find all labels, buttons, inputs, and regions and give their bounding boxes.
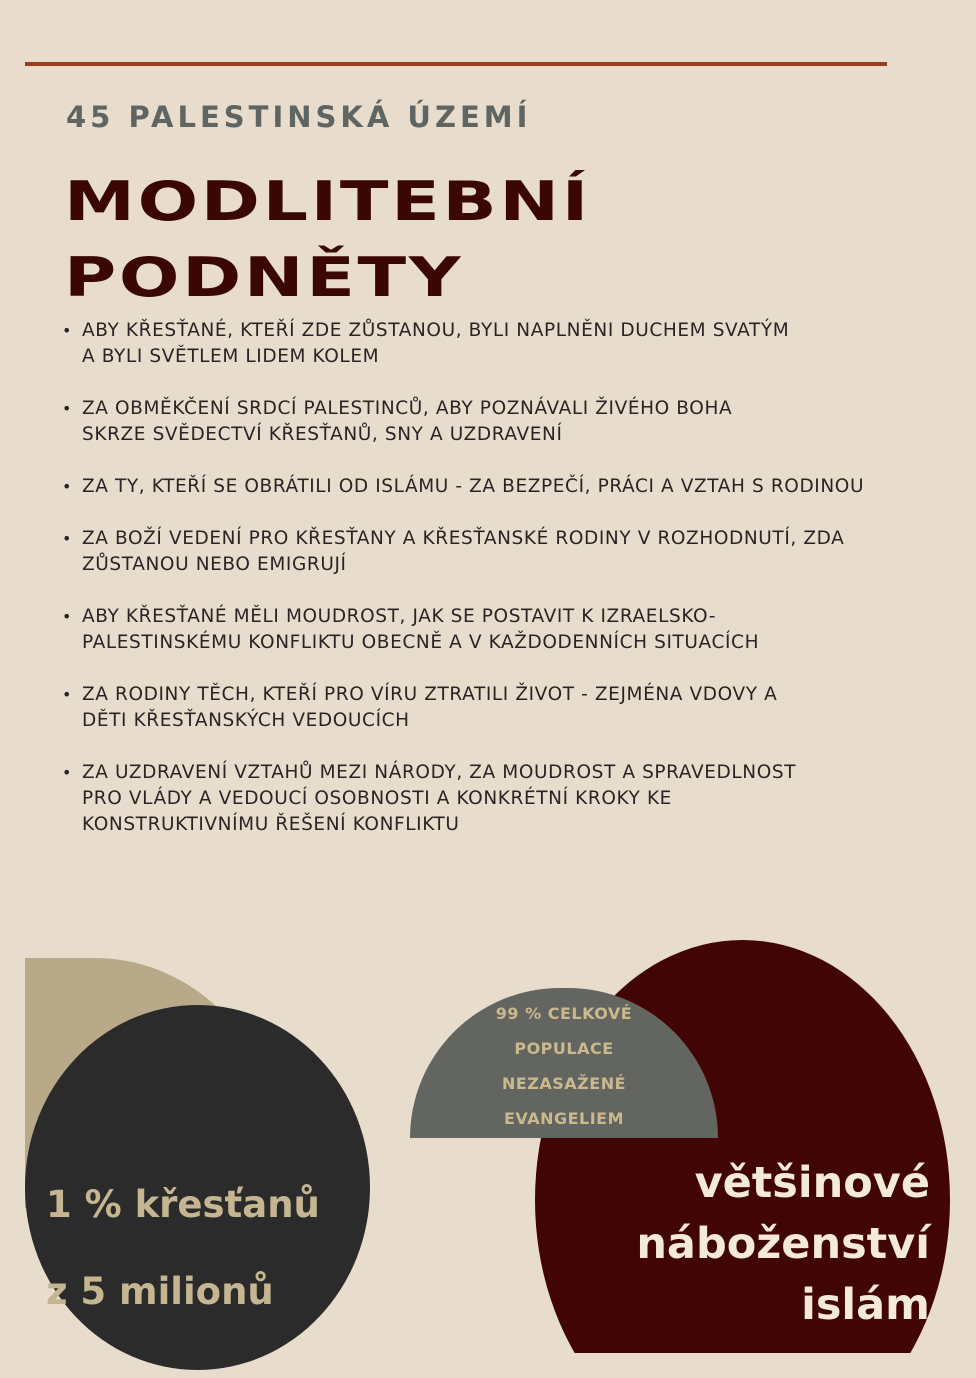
prayer-item: • ZA BOŽÍ VEDENÍ PRO KŘESŤANY A KŘESŤANSKÉ RODINY V ROZHODNUTÍ, ZDA ZŮSTANOU NEBO EMIGRUJÍ	[62, 526, 862, 578]
title-line-2: PODNĚTY	[64, 246, 464, 309]
christians-line-2: z 5 milionů	[46, 1270, 274, 1313]
title-line-1: MODLITEBNÍ	[64, 170, 591, 233]
religion-line-2: náboženství	[636, 1219, 930, 1269]
unreached-line-3: NEZASAŽENÉ	[501, 1074, 627, 1093]
unreached-stat	[410, 996, 718, 1136]
prayer-item: • ABY KŘESŤANÉ, KTEŘÍ ZDE ZŮSTANOU, BYLI NAPLNĚNI DUCHEM SVATÝM A BYLI SVĚTLEM LIDEM KOLEM	[62, 318, 802, 370]
religion-line-1: většinové	[694, 1158, 930, 1208]
religion-stat	[636, 1153, 930, 1336]
unreached-line-4: EVANGELIEM	[503, 1109, 625, 1128]
prayer-item: • ZA OBMĚKČENÍ SRDCÍ PALESTINCŮ, ABY POZNÁVALI ŽIVÉHO BOHA SKRZE SVĚDECTVÍ KŘESŤANŮ, SNY A UZDRAVENÍ	[62, 396, 782, 448]
country-subtitle: 45 PALESTINSKÁ ÚZEMÍ	[66, 100, 532, 134]
religion-line-3: islám	[801, 1280, 930, 1330]
prayer-item: • ZA RODINY TĚCH, KTEŘÍ PRO VÍRU ZTRATILI ŽIVOT - ZEJMÉNA VDOVY A DĚTI KŘESŤANSKÝCH VEDOUCÍCH	[62, 682, 802, 734]
christians-stat	[46, 1180, 320, 1354]
unreached-line-2: POPULACE	[514, 1039, 614, 1058]
unreached-line-1: 99 % CELKOVÉ	[495, 1004, 633, 1023]
prayer-item: • ABY KŘESŤANÉ MĚLI MOUDROST, JAK SE POSTAVIT K IZRAELSKO-PALESTINSKÉMU KONFLIKTU OBECNĚ A V KAŽDODENNÍCH SITUACÍCH	[62, 604, 802, 656]
christians-line-1: 1 % křesťanů	[46, 1183, 320, 1226]
prayer-item: • ZA TY, KTEŘÍ SE OBRÁTILI OD ISLÁMU - ZA BEZPEČÍ, PRÁCI A VZTAH S RODINOU	[62, 474, 882, 500]
prayer-item: • ZA UZDRAVENÍ VZTAHŮ MEZI NÁRODY, ZA MOUDROST A SPRAVEDLNOST PRO VLÁDY A VEDOUCÍ OSOBNOSTI A KONKRÉTNÍ KROKY KE KONSTRUKTIVNÍMU ŘEŠENÍ KONFLIKTU	[62, 760, 822, 838]
